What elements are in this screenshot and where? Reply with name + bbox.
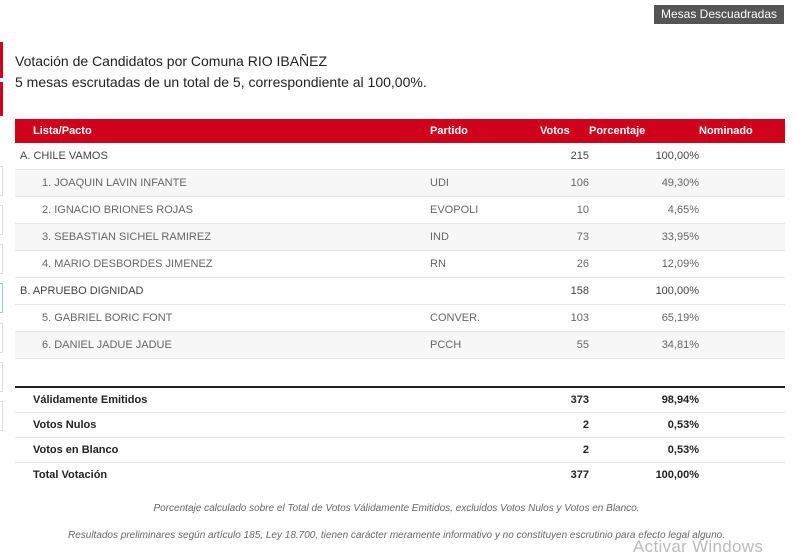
group-votos: 215 — [540, 143, 589, 170]
candidate-nominado — [699, 197, 785, 224]
candidate-porcentaje: 65,19% — [589, 305, 699, 332]
side-stub — [0, 166, 3, 196]
side-stub — [0, 283, 3, 313]
summary-partido — [430, 387, 540, 413]
summary-label: Válidamente Emitidos — [15, 387, 430, 413]
summary-votos: 2 — [540, 438, 589, 463]
candidate-row — [15, 332, 785, 359]
group-partido — [430, 143, 540, 170]
candidate-porcentaje: 12,09% — [589, 251, 699, 278]
group-nominado — [699, 278, 785, 305]
group-name: A. CHILE VAMOS — [15, 143, 430, 170]
group-porcentaje: 100,00% — [589, 143, 699, 170]
candidate-partido: UDI — [430, 170, 540, 197]
candidate-nominado — [699, 332, 785, 359]
candidate-row — [15, 251, 785, 278]
summary-label: Total Votación — [33, 469, 108, 481]
side-stub — [0, 323, 3, 353]
summary-porcentaje: 100,00% — [655, 469, 699, 481]
summary-nominado — [699, 387, 785, 413]
candidate-nominado — [699, 305, 785, 332]
summary-label: Votos Nulos — [15, 413, 430, 438]
windows-activation-watermark: Activar Windows — [633, 537, 764, 556]
candidate-nominado — [699, 251, 785, 278]
mesas-descuadradas-button[interactable]: Mesas Descuadradas — [654, 5, 784, 24]
summary-nominado — [699, 463, 785, 488]
summary-partido — [430, 463, 540, 488]
footnote-legal: Resultados preliminares según artículo 185, Ley 18.700, tienen carácter meramente informativo y no constituyen escrutinio para efecto legal alguno. — [67, 530, 726, 541]
summary-porcentaje: 0,53% — [589, 438, 699, 463]
col-header-porcentaje: Porcentaje — [589, 119, 699, 143]
candidate-porcentaje: 4,65% — [589, 197, 699, 224]
candidate-partido: EVOPOLI — [430, 197, 540, 224]
candidate-row — [15, 197, 785, 224]
candidate-votos: 10 — [540, 197, 589, 224]
candidate-row — [15, 305, 785, 332]
side-stub — [0, 362, 3, 392]
candidate-partido: CONVER. — [430, 305, 540, 332]
summary-nominado — [699, 438, 785, 463]
candidate-partido: PCCH — [430, 332, 540, 359]
candidate-porcentaje: 34,81% — [589, 332, 699, 359]
candidate-partido: IND — [430, 224, 540, 251]
summary-porcentaje: 0,53% — [589, 413, 699, 438]
summary-row — [15, 413, 785, 438]
summary-row — [15, 438, 785, 463]
candidate-votos: 55 — [540, 332, 589, 359]
candidate-row — [15, 224, 785, 251]
col-header-lista: Lista/Pacto — [15, 119, 430, 143]
accent-bar — [0, 42, 3, 78]
candidate-row — [15, 170, 785, 197]
summary-votos: 2 — [540, 413, 589, 438]
group-votos: 158 — [540, 278, 589, 305]
side-stub — [0, 244, 3, 274]
group-nominado — [699, 143, 785, 170]
summary-nominado — [699, 413, 785, 438]
candidate-name: 3. SEBASTIAN SICHEL RAMIREZ — [15, 224, 430, 251]
candidate-votos: 103 — [540, 305, 589, 332]
summary-label: Votos en Blanco — [15, 438, 430, 463]
col-header-votos: Votos — [540, 119, 589, 143]
summary-votos: 377 — [570, 469, 589, 481]
side-stub — [0, 205, 3, 235]
candidate-porcentaje: 49,30% — [589, 170, 699, 197]
summary-votos: 373 — [540, 387, 589, 413]
page-subtitle: 5 mesas escrutadas de un total de 5, correspondiente al 100,00%. — [15, 74, 427, 90]
candidate-porcentaje: 33,95% — [589, 224, 699, 251]
candidate-nominado — [699, 224, 785, 251]
divider-cell — [15, 359, 785, 388]
candidate-votos: 106 — [540, 170, 589, 197]
candidate-name: 4. MARIO DESBORDES JIMENEZ — [15, 251, 430, 278]
candidate-name: 2. IGNACIO BRIONES ROJAS — [15, 197, 430, 224]
summary-partido — [430, 413, 540, 438]
group-partido — [430, 278, 540, 305]
candidate-name: 6. DANIEL JADUE JADUE — [15, 332, 430, 359]
candidate-nominado — [699, 170, 785, 197]
candidate-partido: RN — [430, 251, 540, 278]
candidate-name: 5. GABRIEL BORIC FONT — [15, 305, 430, 332]
group-name: B. APRUEBO DIGNIDAD — [15, 278, 430, 305]
table-header-row — [15, 119, 785, 143]
summary-row — [15, 463, 785, 488]
candidate-votos: 26 — [540, 251, 589, 278]
candidate-votos: 73 — [540, 224, 589, 251]
summary-partido — [430, 438, 540, 463]
candidate-name: 1. JOAQUIN LAVIN INFANTE — [15, 170, 430, 197]
footnote-percentage: Porcentaje calculado sobre el Total de Votos Válidamente Emitidos, excluidos Votos Nulos y Votos en Blanco. — [153, 503, 640, 514]
group-porcentaje: 100,00% — [589, 278, 699, 305]
accent-bar — [0, 82, 3, 116]
summary-row — [15, 387, 785, 413]
side-stub — [0, 401, 3, 431]
col-header-partido: Partido — [430, 119, 540, 143]
summary-divider — [15, 359, 785, 388]
col-header-nominado: Nominado — [699, 119, 785, 143]
group-row — [15, 278, 785, 305]
results-table — [15, 119, 785, 487]
group-row — [15, 143, 785, 170]
summary-porcentaje: 98,94% — [589, 387, 699, 413]
page-title: Votación de Candidatos por Comuna RIO IBAÑEZ — [15, 53, 328, 69]
